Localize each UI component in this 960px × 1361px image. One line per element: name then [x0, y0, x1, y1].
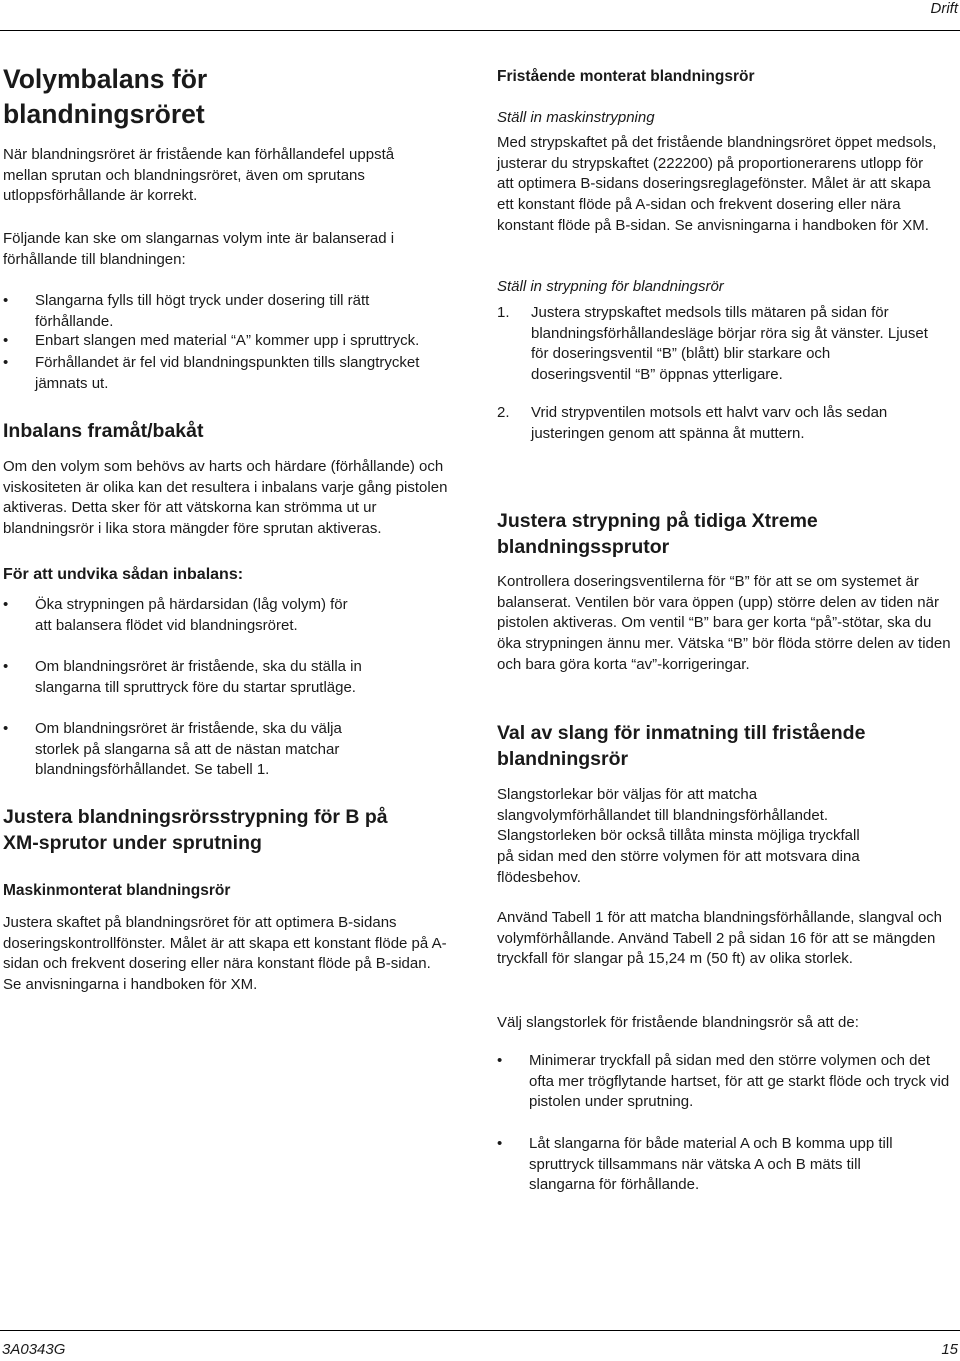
- list-item: • Förhållandet är fel vid blandningspunkten tills slangtrycket jämnats ut.: [3, 354, 420, 392]
- hose-paragraph-1: Slangstorlekar bör väljas för att matcha slangvolymförhållandet till blandningsförhållandet. Slangstorleken bör också tillåta minsta möjliga tryckfall på sidan med den större volymen för att motsvara dina flödesbehov.: [497, 786, 860, 886]
- bullet-icon: •: [3, 332, 9, 349]
- section-heading-early-xtreme: Justera strypning på tidiga Xtreme blandningssprutor: [497, 510, 818, 558]
- footer-rule: [0, 1330, 960, 1331]
- set-machine-throttle-subheading: Ställ in maskinstrypning: [497, 109, 655, 126]
- machine-mounted-heading: Maskinmonterat blandningsrör: [3, 882, 231, 899]
- section-heading-hose-selection: Val av slang för inmatning till fristående blandningsrör: [497, 722, 866, 770]
- page-number: 15: [941, 1341, 958, 1358]
- section-heading-xm-throttle: Justera blandningsrörsstrypning för B på XM-sprutor under sprutning: [3, 806, 388, 854]
- document-id: 3A0343G: [2, 1341, 66, 1358]
- intro-paragraph-1: När blandningsröret är fristående kan förhållandefel uppstå mellan sprutan och blandningsröret, även om sprutans utloppsförhållande är korrekt.: [3, 146, 395, 205]
- list-item: • Slangarna fylls till högt tryck under dosering till rätt förhållande.: [3, 292, 370, 330]
- bullet-icon: •: [3, 720, 9, 737]
- section-heading-imbalance: Inbalans framåt/bakåt: [3, 420, 204, 442]
- freestanding-heading: Fristående monterat blandningsrör: [497, 68, 755, 85]
- bullet-icon: •: [3, 658, 9, 675]
- avoid-heading: För att undvika sådan inbalans:: [3, 566, 244, 583]
- list-item: 1. Justera strypskaftet medsols tills mätaren på sidan för blandningsförhållandesläge börjar röra sig åt vänster. Ljuset för doseringsventil “B” (blått) blir starkare och doseringsventil “B” öppnas ytterligare.: [497, 304, 928, 384]
- set-machine-throttle-paragraph: Med strypskaftet på det fristående blandningsröret öppet medsols, justerar du strypskaftet (222200) på proportionerarens utlopp för att optimera B-sidans doseringsreglagefönster. Målet är att skapa ett konstant flöde på A-sidan och frekvent dosering eller nära konstant flöde på B-sidan. Se anvisningarna i handboken för XM.: [497, 134, 937, 234]
- bullet-icon: •: [497, 1052, 503, 1069]
- hose-paragraph-2: Använd Tabell 1 för att matcha blandningsförhållande, slangval och volymförhållande. Använd Tabell 2 på sidan 16 för att se mängden tryckfall för slangar på 15,24 m (50 ft) av olika storlek.: [497, 909, 943, 968]
- list-item: • Öka strypningen på härdarsidan (låg volym) för att balansera flödet vid blandningsröret.: [3, 596, 348, 634]
- header-rule: [0, 30, 960, 31]
- hose-paragraph-3: Välj slangstorlek för fristående blandningsrör så att de:: [497, 1014, 859, 1031]
- imbalance-paragraph: Om den volym som behövs av harts och härdare (förhållande) och viskositeten är olika kan det resultera i inbalans varje gång pistolen aktiveras. Detta sker för att vätskorna kan strömma ut ur blandningsrör i lika stora mängder före sprutan aktiveras.: [3, 458, 448, 538]
- list-item: • Låt slangarna för både material A och B komma upp till spruttryck tillsammans när vätska A och B mäts till slangarna för förhållande.: [497, 1135, 893, 1194]
- list-item: 2. Vrid strypventilen motsols ett halvt varv och lås sedan justeringen genom att spänna åt muttern.: [497, 404, 888, 442]
- machine-mounted-paragraph: Justera skaftet på blandningsröret för att optimera B-sidans doseringskontrollfönster. Målet är att skapa ett konstant flöde på A-sidan och frekvent dosering eller nära konstant flöde på B-sidan. Se anvisningarna i handboken för XM.: [3, 914, 447, 994]
- set-blend-throttle-subheading: Ställ in strypning för blandningsrör: [497, 278, 724, 295]
- list-item: • Om blandningsröret är fristående, ska du välja storlek på slangarna så att de nästan matchar blandningsförhållandet. Se tabell 1.: [3, 720, 342, 779]
- header-section-label: Drift: [930, 0, 958, 17]
- early-xtreme-paragraph: Kontrollera doseringsventilerna för “B” för att se om systemet är balanserat. Ventilen bör vara öppen (upp) större delen av tiden när pistolen aktiveras. Om ventil “B” bara ger korta “på”-stötar, ska du öka strypningen ännu mer. Vätska “B” bör flöda större delen av tiden och bara göra korta “av”-korrigeringar.: [497, 573, 951, 673]
- list-item: • Om blandningsröret är fristående, ska du ställa in slangarna till spruttryck före du startar sprutläge.: [3, 658, 362, 696]
- list-item: • Minimerar tryckfall på sidan med den större volymen och det ofta mer trögflytande hartset, för att ge starkt flöde och tryck vid pistolen under sprutning.: [497, 1052, 950, 1111]
- list-item: • Enbart slangen med material “A” kommer upp i spruttryck.: [3, 331, 465, 352]
- bullet-icon: •: [497, 1135, 503, 1152]
- bullet-icon: •: [3, 596, 9, 613]
- intro-paragraph-2: Följande kan ske om slangarnas volym inte är balanserad i förhållande till blandningen:: [3, 230, 395, 268]
- bullet-icon: •: [3, 354, 9, 371]
- bullet-icon: •: [3, 292, 9, 309]
- page-title: Volymbalans för blandningsröret: [3, 64, 208, 129]
